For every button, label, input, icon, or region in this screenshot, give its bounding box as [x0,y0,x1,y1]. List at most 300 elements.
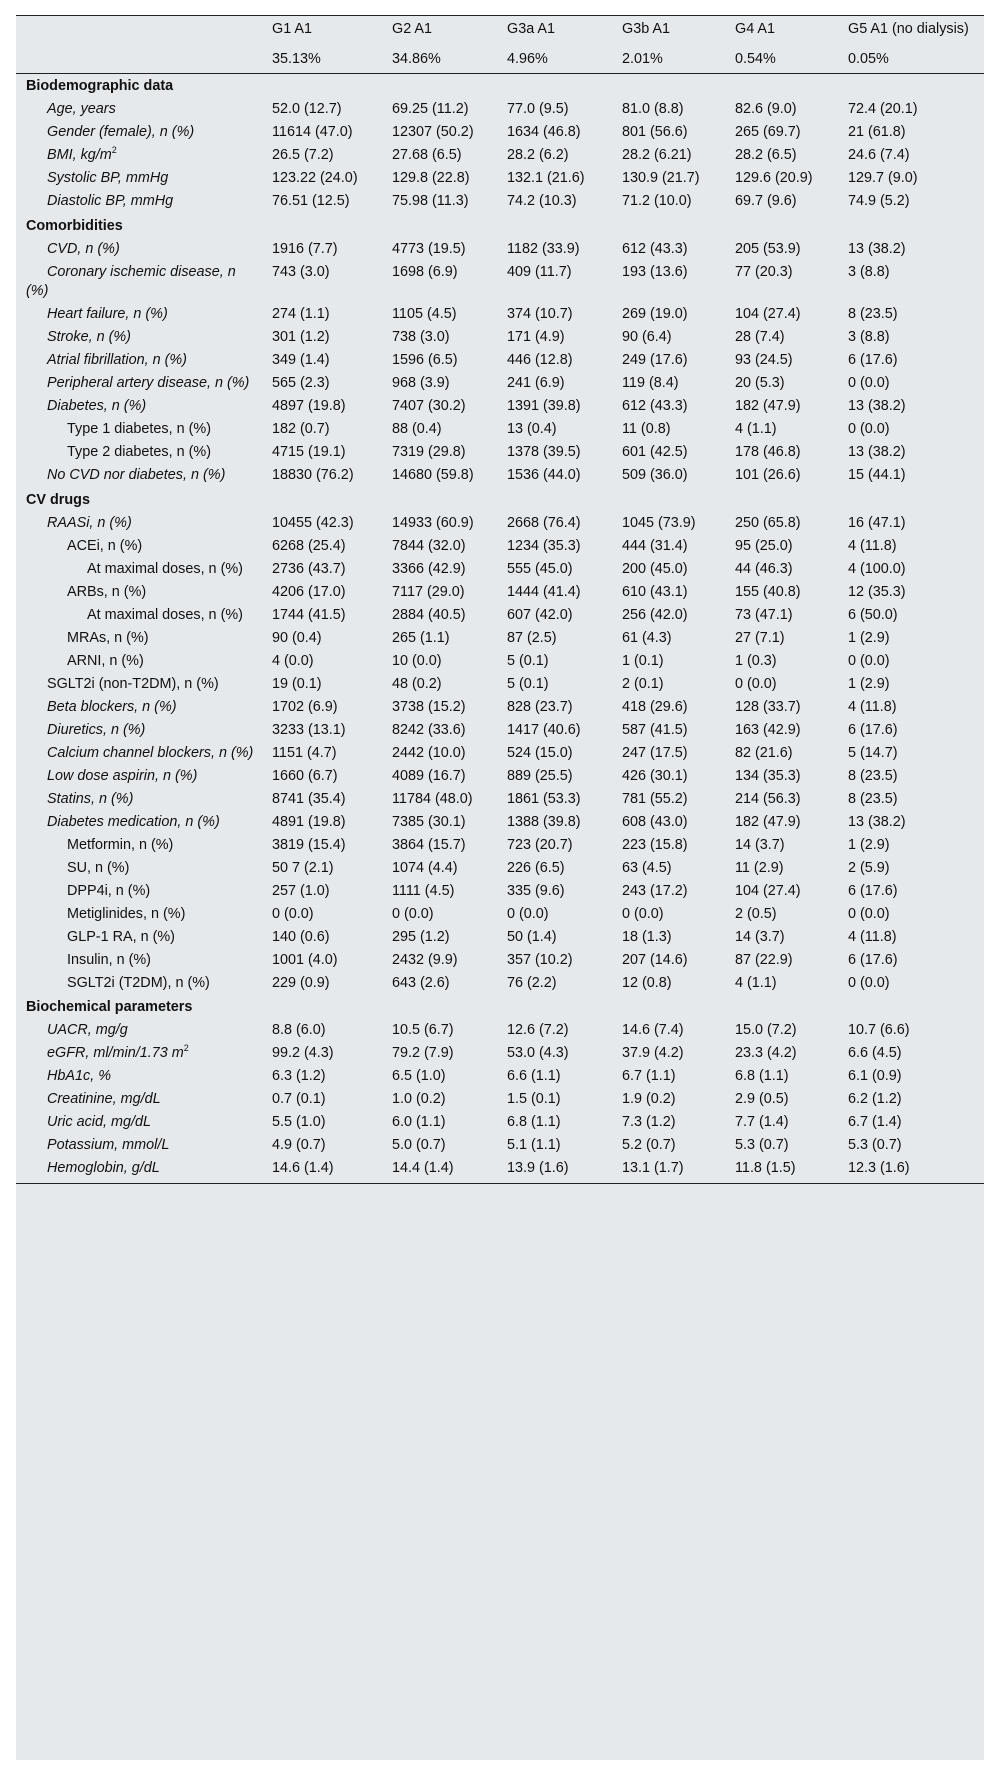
value-cell: 295 (1.2) [392,928,450,945]
value-cell: 1.5 (0.1) [507,1091,561,1107]
row-label-cell [16,238,266,261]
value-cell: 15.0 (7.2) [735,1022,797,1038]
row-label-cell [16,972,266,995]
table-row [16,972,984,995]
value-cell: 1 (2.9) [848,629,890,646]
value-cell: 5 (14.7) [848,744,898,761]
row-label: Uric acid, mg/dL [47,1114,151,1130]
row-label-cell [16,261,266,304]
value-cell: 6268 (25.4) [272,537,346,554]
value-cell: 3233 (13.1) [272,721,346,738]
value-cell: 243 (17.2) [622,882,688,899]
row-label-cell [16,834,266,857]
value-cell: 241 (6.9) [507,375,565,391]
value-cell: 200 (45.0) [622,560,688,577]
table-row [16,1043,984,1066]
table-row [16,1020,984,1043]
value-cell: 269 (19.0) [622,306,688,322]
value-cell: 10455 (42.3) [272,514,354,531]
row-label: At maximal doses, n (%) [87,560,243,577]
row-label: Metformin, n (%) [67,836,174,853]
row-label: UACR, mg/g [47,1022,128,1038]
value-cell: 723 (20.7) [507,836,573,853]
value-cell: 5.3 (0.7) [848,1137,902,1153]
value-cell: 4 (11.8) [848,698,897,715]
table-row [16,903,984,926]
value-cell: 90 (0.4) [272,629,322,646]
value-cell: 5.2 (0.7) [622,1137,676,1153]
row-label: Creatinine, mg/dL [47,1091,161,1107]
value-cell: 129.8 (22.8) [392,170,470,186]
row-label-cell [16,512,266,535]
value-cell: 16 (47.1) [848,514,906,531]
value-cell: 7.7 (1.4) [735,1114,789,1130]
value-cell: 1 (0.3) [735,652,777,669]
table-row [16,811,984,834]
pct-g3a: 4.96% [501,44,616,74]
value-cell: 8 (23.5) [848,767,898,784]
value-cell: 4891 (19.8) [272,813,346,830]
table-row [16,696,984,719]
value-cell: 27.68 (6.5) [392,147,462,163]
row-label: Type 1 diabetes, n (%) [67,421,211,437]
value-cell: 1744 (41.5) [272,606,346,623]
row-label-cell [16,949,266,972]
header-row-percentages [16,44,984,74]
value-cell: 0 (0.0) [848,905,890,922]
value-cell: 13 (38.2) [848,240,906,257]
value-cell: 250 (65.8) [735,514,801,531]
value-cell: 2442 (10.0) [392,744,466,761]
value-cell: 409 (11.7) [507,263,572,280]
row-label-cell [16,1043,266,1066]
value-cell: 4 (11.8) [848,928,897,945]
value-cell: 63 (4.5) [622,859,672,876]
value-cell: 28.2 (6.5) [735,147,797,163]
row-label-cell [16,396,266,419]
value-cell: 612 (43.3) [622,398,688,414]
table-row [16,350,984,373]
row-label-cell [16,350,266,373]
value-cell: 155 (40.8) [735,583,801,600]
value-cell: 274 (1.1) [272,306,330,322]
table-row [16,1135,984,1158]
value-cell: 13 (38.2) [848,398,906,414]
row-label-cell [16,442,266,465]
value-cell: 5.3 (0.7) [735,1137,789,1153]
value-cell: 6.8 (1.1) [735,1068,789,1084]
table-row [16,191,984,214]
row-label: Diastolic BP, mmHg [47,193,174,209]
value-cell: 2432 (9.9) [392,951,458,968]
value-cell: 4773 (19.5) [392,240,466,257]
value-cell: 14 (3.7) [735,928,785,945]
value-cell: 37.9 (4.2) [622,1045,684,1061]
row-label-cell [16,673,266,696]
value-cell: 7407 (30.2) [392,398,466,414]
row-label-cell [16,168,266,191]
row-label-cell [16,696,266,719]
value-cell: 0 (0.0) [392,905,434,922]
value-cell: 3366 (42.9) [392,560,466,577]
value-cell: 6.7 (1.4) [848,1114,902,1130]
value-cell: 26.5 (7.2) [272,147,334,163]
value-cell: 1660 (6.7) [272,767,338,784]
value-cell: 5.0 (0.7) [392,1137,446,1153]
value-cell: 28.2 (6.21) [622,147,692,163]
value-cell: 53.0 (4.3) [507,1045,569,1061]
table-row [16,122,984,145]
table-row [16,765,984,788]
value-cell: 76 (2.2) [507,974,557,991]
table-row [16,581,984,604]
row-label: Diabetes medication, n (%) [47,813,220,830]
value-cell: 8.8 (6.0) [272,1022,326,1038]
value-cell: 6.0 (1.1) [392,1114,446,1130]
value-cell: 52.0 (12.7) [272,101,342,117]
value-cell: 1074 (4.4) [392,859,458,876]
value-cell: 71.2 (10.0) [622,193,692,209]
value-cell: 6.3 (1.2) [272,1068,326,1084]
value-cell: 0 (0.0) [848,375,890,391]
pct-g5: 0.05% [842,44,984,74]
row-label: ARNI, n (%) [67,652,144,669]
value-cell: 7.3 (1.2) [622,1114,676,1130]
value-cell: 223 (15.8) [622,836,688,853]
value-cell: 24.6 (7.4) [848,147,910,163]
value-cell: 4 (1.1) [735,421,777,437]
value-cell: 0.7 (0.1) [272,1091,326,1107]
value-cell: 2 (0.1) [622,675,664,692]
value-cell: 104 (27.4) [735,882,801,899]
value-cell: 226 (6.5) [507,859,565,876]
value-cell: 446 (12.8) [507,352,573,368]
table-row [16,1158,984,1184]
value-cell: 587 (41.5) [622,721,688,738]
value-cell: 4 (0.0) [272,652,314,669]
value-cell: 1105 (4.5) [392,306,457,322]
value-cell: 10.5 (6.7) [392,1022,454,1038]
row-label-cell [16,1158,266,1184]
section-title: Comorbidities [26,217,123,234]
row-label: Diabetes, n (%) [47,398,147,414]
row-label: At maximal doses, n (%) [87,606,243,623]
value-cell: 801 (56.6) [622,124,688,140]
row-label: Peripheral artery disease, n (%) [47,375,250,391]
value-cell: 95 (25.0) [735,537,793,554]
row-label: Systolic BP, mmHg [47,170,169,186]
value-cell: 132.1 (21.6) [507,170,585,186]
row-label-cell [16,880,266,903]
value-cell: 20 (5.3) [735,375,785,391]
value-cell: 4206 (17.0) [272,583,346,600]
col-header-g3a: G3a A1 [501,16,616,44]
value-cell: 87 (22.9) [735,951,793,968]
table-row [16,535,984,558]
value-cell: 1045 (73.9) [622,514,696,531]
row-label-cell [16,1020,266,1043]
value-cell: 2668 (76.4) [507,514,581,531]
section-title: CV drugs [26,491,90,508]
value-cell: 14.4 (1.4) [386,1158,501,1184]
value-cell: 610 (43.1) [622,583,688,600]
value-cell: 0 (0.0) [622,905,664,922]
value-cell: 335 (9.6) [507,882,565,899]
row-label-cell [16,604,266,627]
row-label: MRAs, n (%) [67,629,149,646]
value-cell: 72.4 (20.1) [848,101,918,117]
section-title: Biodemographic data [26,78,174,94]
value-cell: 601 (42.5) [622,444,688,460]
row-label: HbA1c, % [47,1068,111,1084]
value-cell: 0 (0.0) [848,421,890,437]
value-cell: 0 (0.0) [848,974,890,991]
value-cell: 0 (0.0) [272,905,314,922]
value-cell: 1444 (41.4) [507,583,581,600]
value-cell: 349 (1.4) [272,352,330,368]
value-cell: 781 (55.2) [622,790,688,807]
value-cell: 182 (47.9) [735,813,801,830]
value-cell: 256 (42.0) [622,606,688,623]
value-cell: 11 (0.8) [622,421,671,437]
value-cell: 74.9 (5.2) [848,193,910,209]
value-cell: 2 (5.9) [848,859,890,876]
table-row [16,673,984,696]
value-cell: 257 (1.0) [272,882,330,899]
value-cell: 28 (7.4) [735,329,785,345]
value-cell: 1151 (4.7) [272,744,337,761]
value-cell: 182 (0.7) [272,421,330,437]
value-cell: 3 (8.8) [848,263,890,280]
table-row [16,650,984,673]
row-label-cell [16,581,266,604]
value-cell: 123.22 (24.0) [272,170,358,186]
value-cell: 129.7 (9.0) [848,170,918,186]
row-label: BMI, kg/m [47,147,112,163]
value-cell: 265 (69.7) [735,124,801,140]
value-cell: 73 (47.1) [735,606,793,623]
row-label-cell [16,903,266,926]
value-cell: 50 (1.4) [507,928,557,945]
table-row [16,834,984,857]
value-cell: 14.6 (7.4) [622,1022,684,1038]
value-cell: 11.8 (1.5) [729,1158,842,1184]
value-cell: 828 (23.7) [507,698,573,715]
row-label-cell [16,650,266,673]
value-cell: 205 (53.9) [735,240,801,257]
value-cell: 1378 (39.5) [507,444,581,460]
row-label-superscript: 2 [183,1043,189,1054]
value-cell: 77.0 (9.5) [507,101,569,117]
value-cell: 178 (46.8) [735,444,801,460]
value-cell: 14680 (59.8) [392,467,474,483]
header-empty-cell [16,44,266,74]
value-cell: 90 (6.4) [622,329,672,345]
value-cell: 10.7 (6.6) [848,1022,910,1038]
table-row [16,949,984,972]
value-cell: 738 (3.0) [392,329,450,345]
value-cell: 8242 (33.6) [392,721,466,738]
row-label-cell [16,1135,266,1158]
section-header-row [16,488,984,513]
table-row [16,788,984,811]
value-cell: 0 (0.0) [507,905,549,922]
value-cell: 69.25 (11.2) [392,101,469,117]
value-cell: 418 (29.6) [622,698,688,715]
row-label: ARBs, n (%) [67,583,147,600]
table-row [16,442,984,465]
value-cell: 301 (1.2) [272,329,330,345]
col-header-g2: G2 A1 [386,16,501,44]
row-label: GLP-1 RA, n (%) [67,928,175,945]
data-table-container [16,15,984,1760]
table-row [16,1089,984,1112]
value-cell: 444 (31.4) [622,537,688,554]
row-label: SU, n (%) [67,859,130,876]
value-cell: 1.9 (0.2) [622,1091,676,1107]
value-cell: 743 (3.0) [272,263,330,280]
row-label-cell [16,304,266,327]
value-cell: 14.6 (1.4) [266,1158,386,1184]
value-cell: 1596 (6.5) [392,352,458,368]
value-cell: 2.9 (0.5) [735,1091,789,1107]
value-cell: 140 (0.6) [272,928,330,945]
table-row [16,857,984,880]
value-cell: 6.5 (1.0) [392,1068,446,1084]
row-label: Atrial fibrillation, n (%) [47,352,187,368]
value-cell: 2736 (43.7) [272,560,346,577]
table-row [16,512,984,535]
table-row [16,304,984,327]
value-cell: 4089 (16.7) [392,767,466,784]
value-cell: 4715 (19.1) [272,444,346,460]
value-cell: 77 (20.3) [735,263,793,280]
value-cell: 3 (8.8) [848,329,890,345]
table-row [16,926,984,949]
value-cell: 5.5 (1.0) [272,1114,326,1130]
row-label-cell [16,535,266,558]
row-label-cell [16,627,266,650]
value-cell: 10 (0.0) [392,652,442,669]
row-label-superscript: 2 [111,145,117,156]
value-cell: 607 (42.0) [507,606,573,623]
col-header-g3b: G3b A1 [616,16,729,44]
table-row [16,604,984,627]
value-cell: 81.0 (8.8) [622,101,684,117]
row-label-cell [16,99,266,122]
value-cell: 247 (17.5) [622,744,688,761]
value-cell: 104 (27.4) [735,306,801,322]
row-label: SGLT2i (T2DM), n (%) [67,974,210,991]
section-header-row [16,214,984,239]
section-header-row [16,74,984,99]
value-cell: 6.6 (4.5) [848,1045,902,1061]
row-label-cell [16,191,266,214]
row-label-cell [16,926,266,949]
value-cell: 13.9 (1.6) [501,1158,616,1184]
value-cell: 249 (17.6) [622,352,688,368]
value-cell: 19 (0.1) [272,675,322,692]
table-row [16,261,984,304]
value-cell: 12 (35.3) [848,583,906,600]
header-row-columns [16,16,984,44]
table-row [16,238,984,261]
value-cell: 0 (0.0) [848,652,890,669]
row-label: No CVD nor diabetes, n (%) [47,467,226,483]
value-cell: 889 (25.5) [507,767,573,784]
row-label: eGFR, ml/min/1.73 m [47,1045,184,1061]
row-label: Diuretics, n (%) [47,721,146,738]
value-cell: 79.2 (7.9) [392,1045,454,1061]
value-cell: 13 (38.2) [848,813,906,830]
value-cell: 28.2 (6.2) [507,147,569,163]
table-row [16,558,984,581]
value-cell: 5 (0.1) [507,675,549,692]
value-cell: 1 (2.9) [848,836,890,853]
value-cell: 207 (14.6) [622,951,688,968]
value-cell: 11 (2.9) [735,859,784,876]
value-cell: 129.6 (20.9) [735,170,813,186]
value-cell: 7117 (29.0) [392,583,465,600]
value-cell: 18 (1.3) [622,928,672,945]
value-cell: 1182 (33.9) [507,240,580,257]
value-cell: 229 (0.9) [272,974,330,991]
value-cell: 48 (0.2) [392,675,442,692]
row-label: ACEi, n (%) [67,537,143,554]
row-label-cell [16,419,266,442]
value-cell: 426 (30.1) [622,767,688,784]
value-cell: 6 (17.6) [848,352,898,368]
value-cell: 1861 (53.3) [507,790,581,807]
row-label: Low dose aspirin, n (%) [47,767,198,784]
table-row [16,99,984,122]
value-cell: 7385 (30.1) [392,813,466,830]
value-cell: 21 (61.8) [848,124,906,140]
value-cell: 44 (46.3) [735,560,793,577]
value-cell: 1388 (39.8) [507,813,581,830]
row-label: Gender (female), n (%) [47,124,195,140]
value-cell: 101 (26.6) [735,467,801,483]
value-cell: 1.0 (0.2) [392,1091,446,1107]
value-cell: 163 (42.9) [735,721,801,738]
table-row [16,719,984,742]
row-label-cell [16,558,266,581]
value-cell: 1702 (6.9) [272,698,338,715]
row-label-cell [16,811,266,834]
table-row [16,465,984,488]
value-cell: 6 (17.6) [848,882,898,899]
value-cell: 93 (24.5) [735,352,793,368]
row-label-cell [16,1089,266,1112]
value-cell: 1234 (35.3) [507,537,581,554]
value-cell: 88 (0.4) [392,421,442,437]
row-label-cell [16,145,266,168]
value-cell: 4 (100.0) [848,560,906,577]
value-cell: 23.3 (4.2) [735,1045,797,1061]
value-cell: 4897 (19.8) [272,398,346,414]
value-cell: 374 (10.7) [507,306,573,322]
value-cell: 4 (1.1) [735,974,777,991]
value-cell: 171 (4.9) [507,329,565,345]
value-cell: 1698 (6.9) [392,263,458,280]
value-cell: 13 (0.4) [507,421,557,437]
table-row [16,145,984,168]
row-label: Calcium channel blockers, n (%) [47,744,254,761]
pct-g1: 35.13% [266,44,386,74]
value-cell: 612 (43.3) [622,240,688,257]
row-label-cell [16,122,266,145]
value-cell: 14 (3.7) [735,836,785,853]
